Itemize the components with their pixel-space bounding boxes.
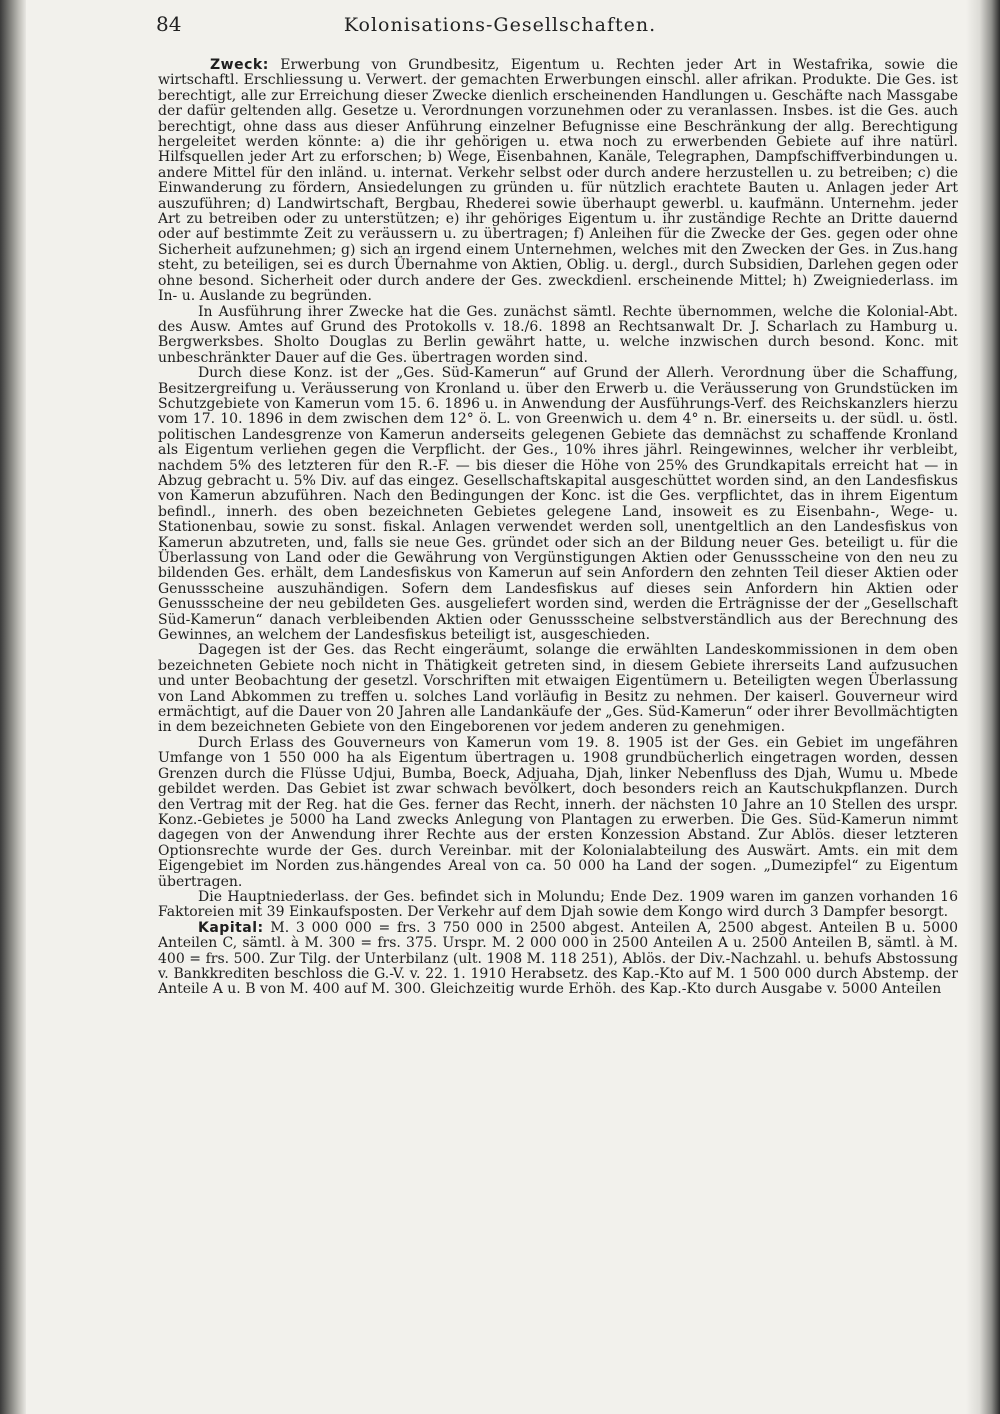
kapital-paragraph (158, 921, 958, 998)
paragraph-4: Dagegen ist der Ges. das Recht eingeräumt, solange die erwählten Landeskommissionen in dem oben bezeichneten Gebiete noch nicht in Thätigkeit getreten sind, in diesem Gebiete ihrerseits Land aufzusuchen und unter Beobachtung der gesetzl. Vorschriften mit etwaigen Eigentümern u. Beteiligten wegen Überlassung von Land Abkommen zu treffen u. solches Land vorläufig in Besitz zu nehmen. Der kaiserl. Gouverneur wird ermächtigt, auf die Dauer von 20 Jahren alle Landankäufe der „Ges. Süd-Kamerun“ oder ihrer Bevollmächtigten in dem bezeichneten Gebiete von den Eingeborenen vor jedem anderen zu genehmigen. (158, 642, 958, 736)
book-spine-shadow (0, 0, 26, 1414)
article-body (158, 58, 958, 1408)
zweck-paragraph (158, 58, 958, 305)
paragraph-6: Die Hauptniederlass. der Ges. befindet sich in Molundu; Ende Dez. 1909 waren im ganzen vorhanden 16 Faktoreien mit 39 Einkaufsposten. Der Verkehr auf dem Djah sowie dem Kongo wird durch 3 Dampfer besorgt. (158, 888, 958, 921)
paragraph-3: Durch diese Konz. ist der „Ges. Süd-Kamerun“ auf Grund der Allerh. Verordnung über die Schaffung, Besitzergreifung u. Veräusserung von Kronland u. über den Erwerb u. die Veräusserung von Grundstücken im Schutzgebiete von Kamerun vom 15. 6. 1896 u. in Anwendung der Ausführungs-Verf. des Reichskanzlers hierzu vom 17. 10. 1896 in dem zwischen dem 12° ö. L. von Greenwich u. dem 4° n. Br. einerseits u. der südl. u. östl. politischen Landesgrenze von Kamerun anderseits gelegenen Gebiete das demnächst zu schaffende Kronland als Eigentum verliehen gegen die Verpflicht. der Ges., 10% ihres jährl. Reingewinnes, welcher ihr verbleibt, nachdem 5% des letzteren für den R.-F. — bis dieser die Höhe von 25% des Grundkapitals erreicht hat — in Abzug gebracht u. 5% Div. auf das eingez. Gesellschaftskapital ausgeschüttet worden sind, an den Landesfiskus von Kamerun abzuführen. Nach den Bedingungen der Konc. ist die Ges. verpflichtet, das in ihrem Eigentum befindl., innerh. des oben bezeichneten Gebietes gelegene Land, insoweit es zu Eisenbahn-, Wege- u. Stationenbau, sowie zu sonst. fiskal. Anlagen verwendet werden soll, unentgeltlich an den Landesfiskus von Kamerun abzutreten, und, falls sie neue Ges. gründet oder sich an der Bildung neuer Ges. beteiligt u. für die Überlassung von Land oder die Gewährung von Vergünstigungen Aktien oder Genussscheine von den neu zu bildenden Ges. erhält, dem Landesfiskus von Kamerun auf sein Anfordern den zehnten Teil dieser Aktien oder Genussscheine auszuhändigen. Sofern dem Landesfiskus auf dieses sein Anfordern hin Aktien oder Genussscheine der neu gebildeten Ges. ausgeliefert worden sind, werden die Erträgnisse der der „Gesellschaft Süd-Kamerun“ danach verbleibenden Aktien oder Genussscheine selbstverständlich aus der Berechnung des Gewinnes, an welchem der Landesfiskus beteiligt ist, ausgeschieden. (158, 365, 958, 644)
zweck-label: Zweck: (210, 58, 269, 73)
paragraph-5: Durch Erlass des Gouverneurs von Kamerun vom 19. 8. 1905 ist der Ges. ein Gebiet im ungefähren Umfange von 1 550 000 ha als Eigentum übertragen u. 1908 grundbücherlich eingetragen worden, dessen Grenzen durch die Flüsse Udjui, Bumba, Boeck, Adjuaha, Djah, linker Nebenfluss des Djah, Wumu u. Mbede gebildet werden. Das Gebiet ist zwar schwach bevölkert, doch besonders reich an Kautschukpflanzen. Durch den Vertrag mit der Reg. hat die Ges. ferner das Recht, innerh. der nächsten 10 Jahre an 10 Stellen des urspr. Konz.-Gebietes je 5000 ha Land zwecks Anlegung von Plantagen zu erwerben. Die Ges. Süd-Kamerun nimmt dagegen von der Anwendung ihrer Rechte aus der ersten Konzession Abstand. Zur Ablös. dieser letzteren Optionsrechte wurde der Ges. durch Vereinbar. mit der Kolonialabteilung des Auswärt. Amts. ein mit dem Eigengebiet im Norden zus.hängendes Areal von ca. 50 000 ha Land der sogen. „Dumezipfel“ zu Eigentum übertragen. (158, 734, 958, 890)
page-header (0, 6, 1000, 36)
kapital-label: Kapital: (198, 919, 264, 936)
page-number: 84 (156, 12, 182, 36)
running-title: Kolonisations-Gesellschaften. (343, 14, 657, 36)
page-edge-shadow (966, 0, 1000, 1414)
paragraph-2: In Ausführung ihrer Zwecke hat die Ges. zunächst sämtl. Rechte übernommen, welche die Kolonial-Abt. des Ausw. Amtes auf Grund des Protokolls v. 18./6. 1898 an Rechtsanwalt Dr. J. Scharlach zu Hamburg u. Bergwerksbes. Sholto Douglas zu Berlin gewährt hatte, u. welche inzwischen durch besond. Konc. mit unbeschränkter Dauer auf die Ges. übertragen worden sind. (158, 303, 958, 366)
kapital-text: M. 3 000 000 = frs. 3 750 000 in 2500 abgest. Anteilen A, 2500 abgest. Anteilen B u. 5000 Anteilen C, sämtl. à M. 300 = frs. 375. Urspr. M. 2 000 000 in 2500 Anteilen A u. 2500 Anteilen B, sämtl. à M. 400 = frs. 500. Zur Tilg. der Unterbilanz (ult. 1908 M. 118 251), Ablös. der Div.-Nachzahl. u. behufs Abstossung v. Bankkrediten beschloss die G.-V. v. 22. 1. 1910 Herabsetz. des Kap.-Kto auf M. 1 500 000 durch Abstemp. der Anteile A u. B von M. 400 auf M. 300. Gleichzeitig wurde Erhöh. des Kap.-Kto durch Ausgabe v. 5000 Anteilen (158, 919, 958, 998)
zweck-text: Erwerbung von Grundbesitz, Eigentum u. Rechten jeder Art in Westafrika, sowie die wirtschaftl. Erschliessung u. Verwert. der gemachten Erwerbungen einschl. aller afrikan. Produkte. Die Ges. ist berechtigt, alle zur Erreichung dieser Zwecke dienlich erscheinenden Handlungen u. Geschäfte nach Massgabe der dafür geltenden allg. Gesetze u. Verordnungen vorzunehmen oder zu veranlassen. Insbes. ist die Ges. auch berechtigt, ohne dass aus dieser Anführung einzelner Befugnisse eine Beschränkung der allg. Berechtigung hergeleitet werden könnte: a) die ihr gehörigen u. etwa noch zu erwerbenden Gebiete auf ihre natürl. Hilfsquellen jeder Art zu erforschen; b) Wege, Eisenbahnen, Kanäle, Telegraphen, Dampfschiffverbindungen u. andere Mittel für den inländ. u. internat. Verkehr selbst oder durch andere herzustellen u. zu betreiben; c) die Einwanderung zu fördern, Ansiedelungen zu gründen u. für nützlich erachtete Bauten u. Anlagen jeder Art auszuführen; d) Landwirtschaft, Bergbau, Rhederei sowie überhaupt gewerbl. u. kaufmänn. Unternehm. jeder Art zu betreiben oder zu unterstützen; e) ihr gehöriges Eigentum u. ihr zuständige Rechte an Dritte dauernd oder auf bestimmte Zeit zu veräussern u. zu übertragen; f) Anleihen für die Zwecke der Ges. gegen oder ohne Sicherheit aufzunehmen; g) sich an irgend einem Unternehmen, welches mit den Zwecken der Ges. in Zus.hang steht, zu beteiligen, sei es durch Übernahme von Aktien, Oblig. u. dergl., durch Subsidien, Darlehen gegen oder ohne besond. Sicherheit oder durch andere der Ges. zweckdienl. erscheinende Mittel; h) Zweigniederlass. im In- u. Auslande zu begründen. (158, 58, 958, 305)
